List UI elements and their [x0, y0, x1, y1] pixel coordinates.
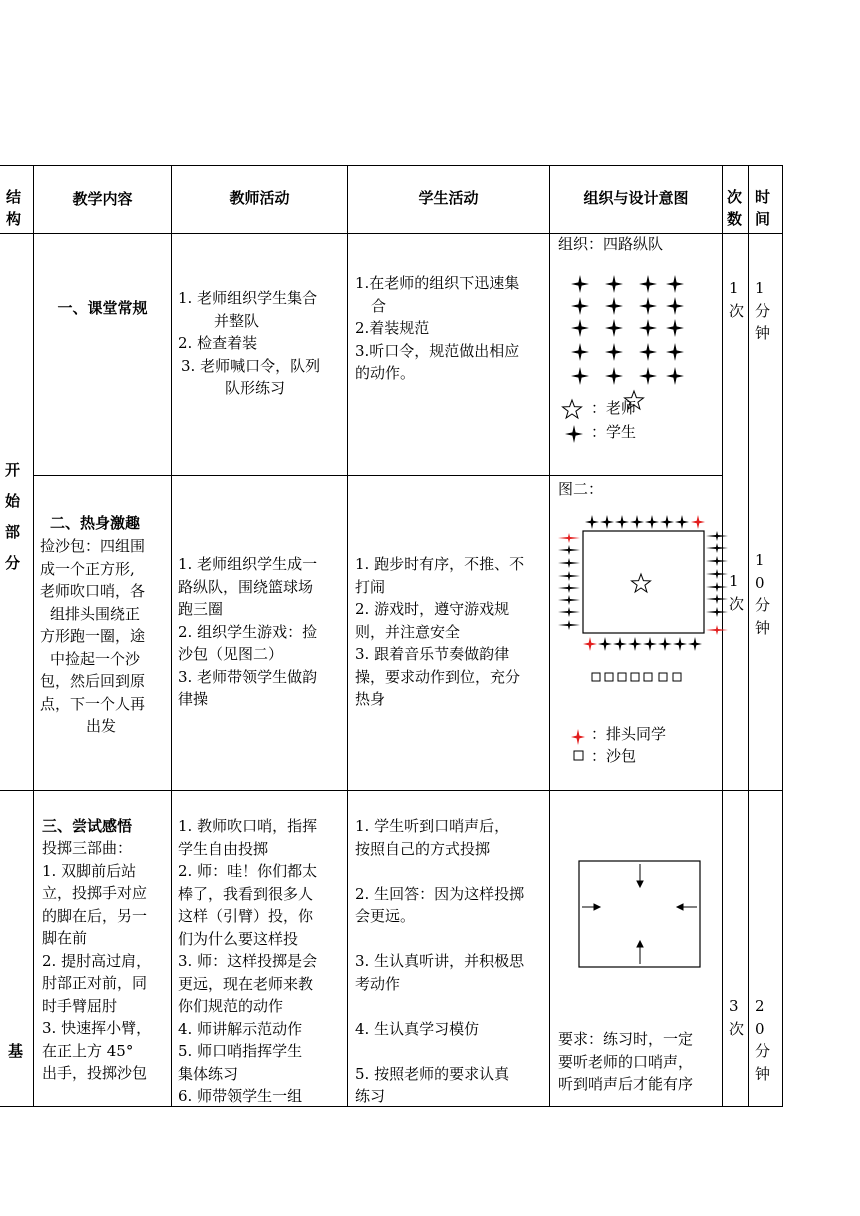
row3-teacher-line: 棒了，我看到很多人 [178, 884, 314, 903]
header-duration [755, 186, 773, 230]
row3-student-line [355, 1040, 547, 1063]
content-line: 投掷三部曲： [42, 839, 133, 857]
legend-teacher-icon [563, 400, 582, 418]
row3-teacher-line: 6. 师带领学生一组 [178, 1087, 303, 1105]
row1-duration [755, 277, 773, 345]
note-line: 要求：练习时，一定 [558, 1030, 694, 1048]
content-line: 组排头围绕正 [50, 604, 141, 623]
header-design: 组织与设计意图 [583, 189, 689, 207]
row3-duration-text: 20分钟 [755, 997, 771, 1083]
row3-teacher-activities [178, 815, 346, 1108]
row3-student-line: 考动作 [355, 974, 401, 993]
row2-teacher-line: 跑三圈 [178, 600, 224, 618]
row3-content-body [42, 837, 168, 1085]
header-structure-text: 结构 [6, 188, 22, 228]
row2-times-text: 1次 [729, 572, 745, 613]
row2-student-line: 操，要求动作到位，充分 [355, 667, 521, 686]
row1-content-title: 一、课堂常规 [57, 299, 148, 317]
row3-teacher-line: 学生自由投掷 [178, 839, 269, 858]
formation-diagram [552, 260, 720, 448]
content-line: 中捡起一个沙 [50, 649, 141, 668]
row1-teacher-line: 3. 老师喊口令，队列 [181, 356, 321, 375]
header-content: 教学内容 [72, 190, 133, 208]
content-line: 立，投掷手对应 [42, 884, 148, 902]
row2-design-title: 图二： [558, 480, 604, 498]
row3-teacher-line: 更远，现在老师来教 [178, 974, 314, 993]
row2-times [729, 570, 747, 615]
content-line: 包，然后回到原 [40, 672, 146, 690]
row1-student-line: 合 [371, 296, 387, 315]
row2-student-line: 则，并注意安全 [355, 622, 461, 641]
row2-student-line: 3. 跟着音乐节奏做韵律 [355, 645, 510, 663]
content-line: 老师吹口哨，各 [40, 582, 146, 600]
row2-teacher-line: 律操 [178, 690, 209, 708]
row1-student-line: 的动作。 [355, 364, 416, 382]
row1-student-line: 1.在老师的组织下迅速集 [355, 274, 520, 292]
row3-student-line: 2. 生回答：因为这样投掷 [355, 884, 525, 903]
row3-student-line: 练习 [355, 1087, 386, 1105]
section-start-label [4, 455, 28, 579]
row3-teacher-line: 5. 师口哨指挥学生 [178, 1042, 303, 1060]
content-line: 2. 提肘高过肩， [42, 951, 152, 970]
teacher-star-icon [632, 574, 651, 592]
row3-teacher-line: 3. 师：这样投掷是会 [178, 952, 318, 970]
sandbag-row [592, 673, 681, 681]
row1-teacher-line: 2. 检查着装 [178, 334, 258, 352]
header-duration-text: 时间 [755, 188, 771, 228]
row3-student-line [355, 995, 547, 1018]
row1-student-activities [355, 272, 547, 385]
row2-teacher-activities [178, 553, 346, 711]
row3-teacher-line: 1. 教师吹口哨，指挥 [178, 817, 318, 835]
row2-teacher-line: 1. 老师组织学生成一 [178, 555, 318, 573]
legend-student-icon [565, 425, 583, 443]
row1-times [729, 277, 747, 322]
row3-duration [755, 995, 775, 1085]
legend-leader-text: ：排头同学 [591, 725, 667, 743]
student-columns [571, 275, 684, 385]
row1-teacher-line: 并整队 [214, 311, 260, 330]
content-line: 肘部正对前，同 [42, 974, 148, 992]
content-line: 3. 快速挥小臂， [42, 1019, 152, 1037]
content-line: 脚在前 [42, 929, 88, 947]
row2-student-line: 1. 跑步时有序，不推、不 [355, 555, 525, 573]
row2-duration [755, 549, 773, 639]
note-line: 听到哨声后才能有序 [558, 1075, 694, 1093]
legend-sandbag-icon [573, 750, 585, 762]
note-line: 要听老师的口哨声， [558, 1052, 694, 1071]
content-line: 出手，投掷沙包 [42, 1064, 148, 1082]
row1-teacher-line: 队形练习 [225, 379, 286, 397]
group-left [558, 533, 580, 630]
row3-teacher-line: 这样（引臂）投，你 [178, 907, 314, 925]
row1-design-title: 组织：四路纵队 [558, 235, 664, 253]
row1-student-line: 2.着装规范 [355, 319, 430, 337]
row2-teacher-line: 路纵队，围绕篮球场 [178, 577, 314, 596]
content-line: 在正上方 45° [42, 1041, 134, 1060]
content-line: 时手臂屈肘 [42, 996, 118, 1015]
row3-student-line [355, 860, 547, 883]
row3-student-line [355, 928, 547, 951]
row3-student-line: 按照自己的方式投掷 [355, 839, 491, 858]
row2-content-title: 二、热身激趣 [50, 514, 141, 532]
row3-teacher-line: 集体练习 [178, 1064, 239, 1083]
row2-teacher-line: 2. 组织学生游戏：捡 [178, 622, 318, 641]
content-line: 点，下一个人再 [40, 694, 146, 713]
legend-student-text: ：学生 [591, 423, 637, 441]
header-structure [6, 186, 26, 230]
legend-teacher-text: ：老师 [591, 399, 637, 417]
row2-student-activities [355, 553, 547, 711]
group-right [706, 531, 728, 635]
row3-teacher-line: 你们规范的动作 [178, 997, 284, 1015]
row3-teacher-line: 4. 师讲解示范动作 [178, 1019, 303, 1038]
row3-content-title: 三、尝试感悟 [42, 817, 133, 835]
group-bottom [583, 637, 702, 651]
row2-duration-text: 10分钟 [755, 551, 771, 637]
content-line: 成一个正方形, [40, 559, 135, 578]
row2-teacher-line: 沙包（见图二） [178, 645, 284, 663]
header-times-text: 次数 [727, 188, 743, 228]
row3-student-line: 会更远。 [355, 907, 416, 925]
row2-student-line: 2. 游戏时，遵守游戏规 [355, 600, 510, 618]
throwing-diagram [578, 860, 702, 970]
row3-student-line: 3. 生认真听讲，并积极思 [355, 952, 525, 970]
row3-teacher-line: 2. 师：哇！你们都太 [178, 862, 318, 880]
legend-sandbag-text: ：沙包 [591, 747, 637, 765]
throw-arrows [582, 864, 697, 964]
content-line: 出发 [86, 717, 117, 735]
row3-times-text: 3次 [729, 997, 745, 1038]
section-basic-label: 基 [8, 1042, 24, 1060]
square-game-diagram [552, 508, 730, 688]
row2-content-body [40, 535, 166, 738]
row1-teacher-line: 1. 老师组织学生集合 [178, 289, 318, 307]
content-line: 的脚在后，另一 [42, 906, 148, 925]
row3-times [729, 995, 747, 1040]
section-start-text: 开始部分 [4, 461, 20, 572]
row1-times-text: 1次 [729, 279, 745, 320]
row3-design-note [558, 1028, 720, 1096]
row3-student-line: 5. 按照老师的要求认真 [355, 1064, 510, 1083]
header-teacher: 教师活动 [229, 189, 290, 207]
row2-student-line: 打闹 [355, 577, 386, 596]
content-line: 方形跑一圈，途 [40, 627, 146, 645]
row3-teacher-line: 们为什么要这样投 [178, 929, 299, 948]
header-times [727, 186, 745, 230]
legend-leader-icon [570, 728, 586, 746]
row1-student-line: 3.听口令，规范做出相应 [355, 341, 520, 360]
row2-student-line: 热身 [355, 690, 386, 708]
row3-student-line: 1. 学生听到口哨声后， [355, 817, 510, 835]
row3-content [42, 815, 168, 1085]
header-student: 学生活动 [418, 189, 479, 207]
row1-duration-text: 1分钟 [755, 279, 771, 342]
row3-student-line: 4. 生认真学习模仿 [355, 1019, 480, 1038]
group-top [585, 515, 705, 529]
square-court [583, 531, 704, 633]
row2-content [40, 511, 166, 738]
content-line: 捡沙包：四组围 [40, 537, 146, 555]
content-line: 1. 双脚前后站 [42, 861, 137, 880]
row1-teacher-activities [178, 287, 346, 400]
row2-teacher-line: 3. 老师带领学生做韵 [178, 667, 318, 686]
row3-student-activities [355, 815, 547, 1108]
